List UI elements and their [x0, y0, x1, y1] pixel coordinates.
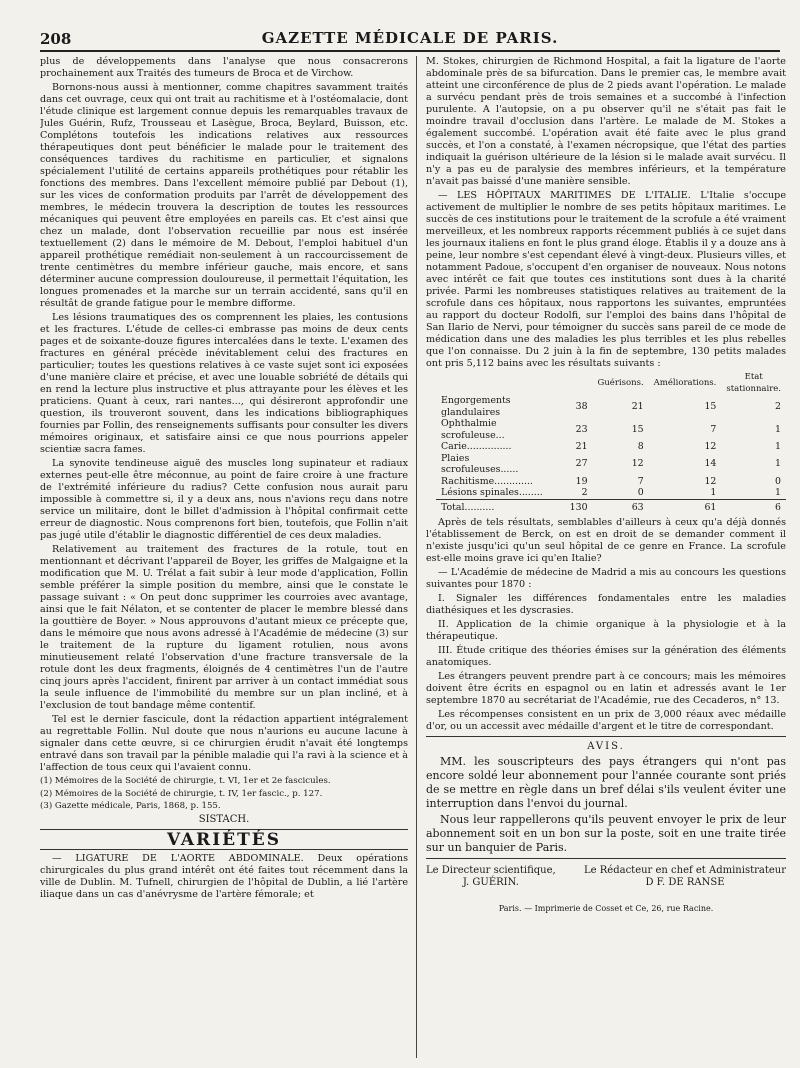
table-row: [436, 487, 786, 499]
table-cell: 38: [575, 400, 588, 412]
table-cell: Plaies scrofuleuses......: [441, 452, 519, 475]
printer-imprint: Paris. — Imprimerie de Cosset et Ce, 26, rue Racine.: [498, 904, 714, 913]
paragraph: Les lésions traumatiques des os comprennent les plaies, les contusions et les fractures. L'étude de celles-ci embrasse pas moins de deux cents pages et de soixante-douze figures intercalées dans le texte. L'examen des fractures en général précède inévitablement celui des fractures en particulier; toutes les questions relatives à ce vaste sujet sont ici exposées d'une manière claire et précise, et avec une louable sobriété de détails qui en rend la lecture plus instructive et plus attrayante pour les élèves et les praticiens. Quant à ceux, rari nantes..., qui désireront approfondir une question, ils trouveront souvent, dans les indications bibliographiques fournies par Follin, des renseignements suffisants pour consulter les divers mémoires originaux, et satisfaire ainsi ce que nous pourrions appeler scientiæ sacra fames.: [40, 312, 408, 455]
table-cell: 21: [575, 441, 588, 452]
author-signature: SISTACH.: [198, 813, 250, 825]
table-cell: Ophthalmie scrofuleuse...: [441, 418, 505, 441]
avis-block: [426, 755, 786, 855]
table-row: [436, 418, 786, 441]
table-cell: 0: [775, 475, 781, 487]
paragraph: Après de tels résultats, semblables d'ailleurs à ceux qu'a déjà donnés l'établissement de Berck, on est en droit de se demander comment il n'existe jusqu'ici qu'un seul hôpital de ce genre en France. La scrofule est-elle moins grave ici qu'en Italie?: [426, 517, 786, 564]
footnote: (3) Gazette médicale, Paris, 1868, p. 155.: [40, 801, 221, 812]
table-header: [436, 372, 553, 395]
page-header: [40, 28, 780, 52]
table-cell: 12: [704, 475, 717, 487]
table-cell: 1: [775, 487, 781, 498]
table-cell: 7: [710, 423, 717, 435]
table-cell: 12: [631, 458, 644, 470]
table-cell: Carie...............: [441, 441, 512, 452]
paragraph: La synovite tendineuse aiguë des muscles long supinateur et radiaux externes peut-elle être méconnue, au point de faire croire à une fracture de l'extrémité inférieure du radius? Cette confusion nous aurait paru impossible à commettre si, il y a deux ans, nous n'avions reçu dans notre service un militaire, dont le billet d'admission à l'hôpital confirmait cette erreur de diagnostic. Nous comprenons fort bien, toutefois, que Follin n'ait pas jugé utile d'établir le diagnostic différentiel de ces deux maladies.: [40, 458, 408, 541]
table-cell: 15: [704, 400, 717, 412]
table-cell: Lésions spinales........: [441, 487, 543, 498]
table-cell: 0: [637, 487, 644, 498]
signature-name: J. GUÉRIN.: [462, 877, 519, 888]
table-cell: 1: [775, 423, 781, 435]
table-cell: 130: [553, 499, 593, 513]
table-header: Améliorations.: [653, 377, 717, 388]
table-cell: 19: [575, 475, 588, 487]
table-header: Guérisons.: [597, 377, 644, 388]
table-row: [436, 453, 786, 476]
paragraph: plus de développements dans l'analyse que nous consacrerons prochainement aux Traités des tumeurs de Broca et de Virchow.: [40, 56, 408, 79]
paragraph: I. Signaler les différences fondamentales entre les maladies diathésiques et les dyscrasies.: [426, 593, 786, 616]
table-header: Etat stationnaire.: [726, 372, 782, 394]
divider: [426, 858, 786, 859]
paragraph: III. Étude critique des théories émises sur la génération des éléments anatomiques.: [426, 645, 786, 668]
column-divider: [416, 56, 417, 1058]
table-cell: 61: [649, 499, 722, 513]
footnote: (1) Mémoires de la Société de chirurgie, t. VI, 1er et 2e fascicules.: [40, 776, 331, 786]
table-cell: 1: [775, 441, 781, 452]
left-column: [40, 56, 408, 1058]
paragraph: Les étrangers peuvent prendre part à ce concours; mais les mémoires doivent être écrits en espagnol ou en latin et adressés avant le 1er septembre 1870 au secrétariat de l'Académie, rue des Cecaderos, n° 13.: [426, 671, 786, 706]
table-cell: 23: [575, 423, 588, 435]
paragraph: Relativement au traitement des fractures de la rotule, tout en mentionnant et décrivant l'appareil de Boyer, les griffes de Malgaigne et la modification que M. U. Trélat a fait subir à leur mode d'application, Follin semble préférer la simple position du membre, ainsi que le constate le passage suivant : « On peut donc supprimer les courroies avec avantage, ainsi que le fait Nélaton, et se contenter de placer le membre blessé dans la gouttière de Boyer. » Nous approuvons d'autant mieux ce précepte que, dans le mémoire que nous avons adressé à l'Académie de médecine (3) sur le traitement de la rupture du ligament rotulien, nous avons minutieusement relaté l'observation d'une fracture transversale de la rotule dont les deux fragments, éloignés de 4 centimètres l'un de l'autre cinq jours après l'accident, finirent par arriver à un contact immédiat sous la seule influence de l'immobilité du membre sur un plan incliné, et à l'exclusion de tout bandage même contentif.: [40, 544, 408, 711]
table-cell: 2: [775, 400, 781, 412]
paragraph: — LIGATURE DE L'AORTE ABDOMINALE. Deux opérations chirurgicales du plus grand intérêt ont été faites tout récemment dans la ville de Dublin. M. Tufnell, chirurgien de l'hôpital de Dublin, a lié l'artère iliaque dans un cas d'anévrysme de l'artère fémorale; et: [40, 852, 408, 900]
paragraph: — LES HÔPITAUX MARITIMES DE L'ITALIE. L'Italie s'occupe activement de multiplier le nombre de ses petits hôpitaux maritimes. Le succès de ces institutions pour le traitement de la scrofule a été vraiment merveilleux, et les nombreux rapports récemment publiés à ce sujet dans les journaux italiens en font le plus grand éloge. Établis il y a douze ans à peine, leur nombre s'est cependant élevé à vingt-deux. Plusieurs villes, et notamment Padoue, s'occupent d'en organiser de nouveaux. Nous notons avec intérêt ce fait que toutes ces institutions sont dues à la charité privée. Parmi les nombreuses statistiques relatives au traitement de la scrofule dans ces hôpitaux, nous rapportons les suivantes, empruntées au rapport du docteur Rodolfi, sur l'emploi des bains dans l'hôpital de San Ilario de Nervi, pour témoigner du succès sans pareil de ce mode de médication dans une des maladies les plus terribles et les plus rebelles que l'on connaisse. Du 2 juin à la fin de septembre, 130 petits malades ont pris 5,112 bains avec les résultats suivants :: [426, 190, 786, 369]
table-total-row: [436, 499, 786, 513]
table-cell: 2: [581, 487, 588, 498]
table-row: [436, 476, 786, 488]
section-title-varietes: VARIÉTÉS: [167, 829, 281, 850]
table-row: [436, 441, 786, 453]
table-cell: Total..........: [436, 499, 553, 513]
table-cell: 6: [721, 499, 786, 513]
table-cell: Rachitisme.............: [441, 475, 533, 487]
signatures: [426, 865, 786, 889]
paragraph: Tel est le dernier fascicule, dont la rédaction appartient intégralement au regrettable Follin. Nul doute que nous n'aurions eu aucune lacune à signaler dans cette œuvre, si ce chirurgien érudit n'avait été longtemps entravé dans son travail par la pénible maladie qui l'a ravi à la science et à l'affection de tous ceux qui l'avaient connu.: [40, 714, 408, 773]
signature-title: Le Directeur scientifique,: [426, 865, 556, 876]
footnote: (2) Mémoires de la Société de chirurgie, t. IV, 1er fascic., p. 127.: [40, 788, 323, 799]
table-cell: 1: [710, 487, 717, 498]
page-number: 208: [40, 30, 72, 48]
table-cell: 12: [704, 441, 717, 452]
table-row: [436, 395, 786, 418]
table-cell: 21: [631, 400, 644, 412]
paragraph: — L'Académie de médecine de Madrid a mis au concours les questions suivantes pour 1870 :: [426, 567, 786, 590]
signature-title: Le Rédacteur en chef et Administrateur: [584, 865, 786, 876]
journal-title: GAZETTE MÉDICALE DE PARIS.: [261, 29, 559, 47]
statistics-table: [436, 372, 786, 513]
table-cell: Engorgements glandulaires: [441, 395, 511, 418]
right-column: [426, 56, 786, 1058]
section-title-avis: AVIS.: [587, 741, 625, 752]
table-header: [553, 372, 593, 395]
divider: [426, 736, 786, 737]
table-cell: 27: [575, 458, 588, 470]
paragraph: II. Application de la chimie organique à la physiologie et à la thérapeutique.: [426, 619, 786, 642]
table-cell: 14: [704, 458, 717, 470]
paragraph: Bornons-nous aussi à mentionner, comme chapitres savamment traités dans cet ouvrage, ceux qui ont trait au rachitisme et à l'ostéomalacie, dont l'étude clinique est largement connue depuis les remarquables travaux de Jules Guérin, Rufz, Trousseau et Lasègue, Broca, Beylard, Buisson, etc. Complétons toutefois les indications relatives aux ressources thérapeutiques dont peut bénéficier le malade pour le traitement des conséquences tardives du rachitisme en particulier, et signalons spécialement l'utilité de certains appareils prothétiques pour rétablir les fonctions des membres. Dans l'excellent mémoire publié par Debout (1), sur les vices de conformation produits par l'arrêt de développement des membres, le médecin trouvera la description de toutes les ressources mécaniques qui peuvent être employées en pareils cas. Et c'est ainsi que chez un malade, dont l'observation recueillie par nous est insérée textuellement (2) dans le mémoire de M. Debout, l'emploi habituel d'un appareil prothétique remédiait non-seulement à un raccourcissement de trente centimètres du membre inférieur gauche, mais encore, et sans déterminer aucune compression douloureuse, il permettait l'équitation, les longues promenades et la marche sur un terrain accidenté, sans qu'il en résultât de grande fatigue pour le membre difforme.: [40, 82, 408, 309]
paragraph: Nous leur rappellerons qu'ils peuvent envoyer le prix de leur abonnement soit en un bon sur la poste, soit en une traite tirée sur un banquier de Paris.: [426, 813, 786, 854]
signature-right: [584, 865, 786, 889]
table-cell: 15: [631, 423, 644, 435]
paragraph: MM. les souscripteurs des pays étrangers qui n'ont pas encore soldé leur abonnement pour l'année courante sont priés de se mettre en règle dans un bref délai s'ils veulent éviter une interruption dans l'envoi du journal.: [426, 755, 786, 810]
paragraph: M. Stokes, chirurgien de Richmond Hospital, a fait la ligature de l'aorte abdominale près de sa bifurcation. Dans le premier cas, le membre avait atteint une circonférence de plus de 2 pieds avant l'opération. Le malade a survécu pendant près de trois semaines et a succombé à l'infection purulente. A l'autopsie, on a pu observer qu'il ne s'était pas fait le moindre travail d'occlusion dans l'artère. Le malade de M. Stokes a également succombé. L'opération avait été faite avec le plus grand succès, et l'on a constaté, à l'examen nécropsique, que l'état des parties indiquait la guérison ultérieure de la lésion si le malade avait survécu. Il n'y a pas eu de paralysie des membres inférieurs, et la température n'avait pas baissé d'une manière sensible.: [426, 56, 786, 187]
table-cell: 7: [637, 475, 644, 487]
table-cell: 63: [593, 499, 649, 513]
table-cell: 8: [637, 441, 644, 452]
paragraph: Les récompenses consistent en un prix de 3,000 réaux avec médaille d'or, ou un accessit avec médaille d'argent et le titre de correspondant.: [426, 709, 786, 732]
signature-name: D F. DE RANSE: [645, 877, 725, 888]
table-cell: 1: [775, 458, 781, 470]
table-header-row: [436, 372, 786, 395]
signature-left: [426, 865, 556, 889]
